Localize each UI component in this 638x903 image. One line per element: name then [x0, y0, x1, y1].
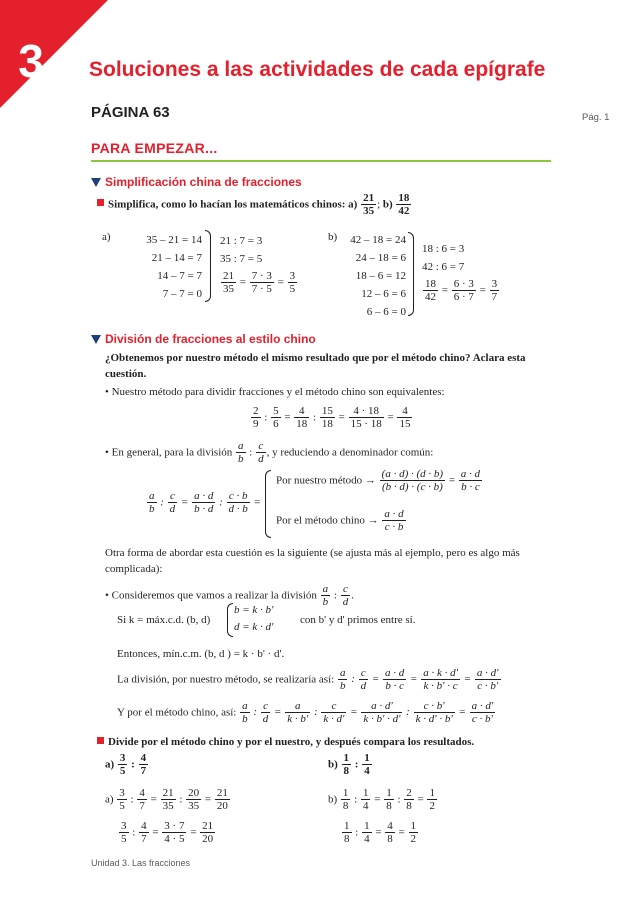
sol-b-label: b) — [328, 231, 338, 243]
page-ref: Pág. 1 — [582, 112, 610, 123]
general-division: $\frac{a}{b}$ : $\frac{c}{d}$ = $\frac{a \cdot d}{b \cdot d}$ : $\frac{c \cdot b}{d \cdot b}$ = — [149, 490, 261, 516]
block2-heading: División de fracciones al estilo chino — [91, 332, 316, 346]
block2-bullet1: • Nuestro método para dividir fracciones y el método chino son equivalentes: — [105, 386, 445, 398]
fraction: $\frac{18}{42}$ — [398, 192, 410, 218]
sol-a-steps: 35 – 21 = 14 21 – 14 = 7 14 – 7 = 7 7 – 7 = 0 — [146, 234, 202, 300]
sol3-a1: a) $\frac{3}{5}$ : $\frac{4}{7}$ = $\frac{21}{35}$ : $\frac{20}{35}$ = $\frac{21}{20}$ — [105, 787, 228, 813]
right-brace — [205, 230, 211, 302]
block1-heading: Simplificación china de fracciones — [91, 175, 302, 189]
section-title: PARA EMPEZAR... — [91, 140, 218, 156]
entonces-line: Entonces, mín.c.m. (b, d ) = k · b' · d'. — [117, 648, 285, 660]
si-cases: b = k · b' d = k · d' — [234, 604, 274, 633]
si-line: Si k = máx.c.d. (b, d) — [117, 614, 211, 626]
chapter-number: 3 — [18, 35, 44, 87]
block2-question: ¿Obtenemos por nuestro método el mismo resultado que por el método chino? Aclara esta cuestión. — [105, 352, 526, 380]
sol3-a2: $\frac{3}{5}$ : $\frac{4}{7}$ = $\frac{3 \cdot 7}{4 \cdot 5}$ = $\frac{21}{20}$ — [121, 820, 214, 846]
block2-bullet3: • Consideremos que vamos a realizar la división $\frac{a}{b}$ : $\frac{c}{d}$ . — [105, 583, 354, 609]
block3-exercise: Divide por el método chino y por el nuestro, y después compara los resultados. — [97, 736, 474, 748]
si-post: con b' y d' primos entre sí. — [300, 614, 416, 626]
section-rule — [91, 160, 551, 162]
block2-eq1: $\frac{2}{9}$ : $\frac{5}{6}$ = $\frac{4}{18}$ : $\frac{15}{18}$ = $\frac{4 \cdot 18}{15 \cdot 18}$ = $\frac{4}{15}$ — [253, 405, 411, 431]
sol3-b1: b) $\frac{1}{8}$ : $\frac{1}{4}$ = $\frac{1}{8}$ : $\frac{2}{8}$ = $\frac{1}{2}$ — [328, 787, 435, 813]
block3-b: b) $\frac{1}{8}$ : $\frac{1}{4}$ — [328, 752, 370, 778]
sol-a-result: 21 : 7 = 3 35 : 7 = 5 $\frac{21}{35}$ = $\frac{7 \cdot 3}{7 \cdot 5}$ = $\frac{3}{5}$ — [220, 235, 296, 296]
triangle-bullet-icon — [91, 178, 101, 187]
triangle-bullet-icon — [91, 335, 101, 344]
square-bullet-icon — [97, 199, 104, 206]
nuestro-line: La división, por nuestro método, se realizaría así: $\frac{a}{b}$ : $\frac{c}{d}$ = $\frac{a \cdot d}{b \cdot c}$ = $\frac{a \cdot k \cdot d'}{k \cdot b' \cdot c}$ = $\frac{a \cdot d'}{c \cdot b'}$ — [117, 667, 499, 693]
sol-b-result: 18 : 6 = 3 42 : 6 = 7 $\frac{18}{42}$ = $\frac{6 \cdot 3}{6 \cdot 7}$ = $\frac{3}{7}$ — [422, 243, 498, 304]
block2-bullet2: • En general, para la división $\frac{a}{b}$ : $\frac{c}{d}$ , y reduciendo a denominador común: — [105, 440, 434, 466]
block2-other: Otra forma de abordar esta cuestión es la siguiente (se ajusta más al ejemplo, pero es algo más complicada): — [105, 547, 520, 575]
gen-case-chinese: Por el método chino → $\frac{a \cdot d}{c \cdot b}$ — [276, 508, 404, 534]
footer: Unidad 3. Las fracciones — [91, 858, 191, 868]
sol-a-label: a) — [102, 231, 111, 243]
sol3-b2: $\frac{1}{8}$ : $\frac{1}{4}$ = $\frac{4}{8}$ = $\frac{1}{2}$ — [344, 820, 416, 846]
left-brace — [227, 603, 233, 637]
right-brace — [408, 232, 414, 316]
page-label: PÁGINA 63 — [91, 104, 170, 121]
chino-line: Y por el método chino, así: $\frac{a}{b}$ : $\frac{c}{d}$ = $\frac{a}{k \cdot b'}$ : $\frac{c}{k \cdot d'}$ = $\frac{a \cdot d'}{k \cdot b' \cdot d'}$ : $\frac{c \cdot b'}{k \cdot d' \cdot b'}$ = $\frac{a \cdot d'}{c \cdot b'}$ — [117, 700, 494, 726]
square-bullet-icon — [97, 737, 104, 744]
gen-case-ours: Por nuestro método → $\frac{(a \cdot d) \cdot (d \cdot b)}{(b \cdot d) \cdot (c \cdot b)}$ = $\frac{a \cdot d}{b \cdot c}$ — [276, 468, 481, 494]
left-brace — [265, 470, 271, 538]
fraction: $\frac{21}{35}$ — [363, 192, 375, 218]
chapter-title: Soluciones a las actividades de cada epígrafe — [89, 58, 546, 81]
block1-exercise: Simplifica, como lo hacían los matemáticos chinos: a) $\frac{21}{35}$ ; b) $\frac{18}{42}$ — [97, 192, 412, 218]
sol-b-steps: 42 – 18 = 24 24 – 18 = 6 18 – 6 = 12 12 – 6 = 6 6 – 6 = 0 — [350, 234, 406, 318]
block3-a: a) $\frac{3}{5}$ : $\frac{4}{7}$ — [105, 752, 147, 778]
